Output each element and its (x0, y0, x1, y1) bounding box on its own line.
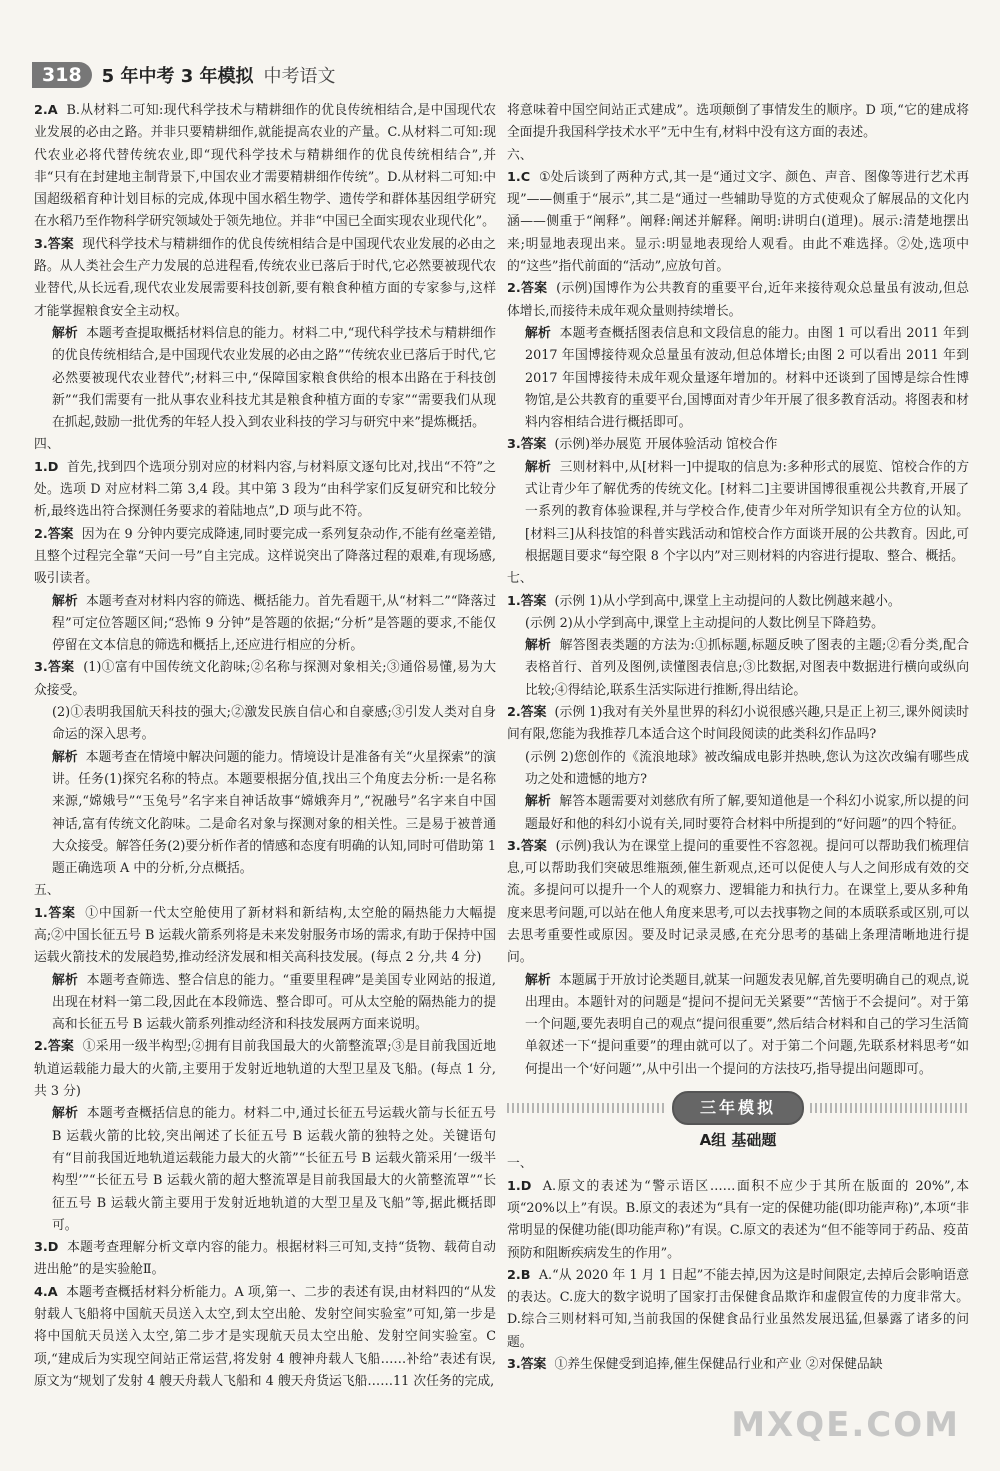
answer-label: 2.答案 (507, 705, 547, 721)
three-year-banner (507, 1091, 969, 1125)
answer-paragraph (34, 323, 496, 434)
answer-label: 3.答案 (507, 838, 547, 854)
answer-paragraph (34, 457, 496, 524)
left-column (34, 100, 496, 1393)
answer-text: 七、 (507, 571, 533, 587)
answer-paragraph (507, 278, 969, 323)
answer-text: 六、 (507, 147, 533, 163)
answer-text: 本题考查筛选、整合信息的能力。“重要里程碑”是美国专业网站的报道,出现在材料一第二段,因此在本段筛选、整合即可。可从太空舱的隔热能力的提高和长征五号 B 运载火箭系列推动经济和科技发展两方面来说明。 (52, 972, 497, 1033)
answer-text: 现代科学技术与精耕细作的优良传统相结合是中国现代农业发展的必由之路。从人类社会生产力发展的总进程看,传统农业已落后于时代,它必然要被现代农业替代,从长远看,现代农业发展需要科技创新,要有粮食种植方面的专家参与,这样才能掌握粮食安全主动权。 (34, 236, 497, 319)
answer-text: ①处后谈到了两种方式,其一是“通过文字、颜色、声音、图像等进行艺术再现”——侧重于“展示”,其二是“通过一些辅助导览的方式使观众了解展品的文化内涵——侧重于“阐释”。阐释:阐述并解释。阐明:讲明白(道理)。展示:清楚地摆出来;明显地表现出来。显示:明显地表现给人观看。由此不难选择。②处,选项中的“这些”指代前面的“活动”,应放句首。 (507, 169, 969, 275)
answer-paragraph (507, 323, 969, 434)
answer-text: 本题考查对材料内容的筛选、概括能力。首先看题干,从“材料二”“降落过程”可定位答题区间;“恐怖 9 分钟”是答题的依据;“分析”是答题的要求,不能仅停留在文本信息的筛选和概括上,还应进行相应的分析。 (52, 593, 497, 654)
right-column (507, 100, 969, 1376)
answer-label: 3.答案 (507, 1357, 547, 1373)
banner-label: 三年模拟 (672, 1091, 804, 1125)
answer-paragraph (34, 747, 496, 881)
answer-label: 3.答案 (507, 437, 547, 453)
answer-paragraph (507, 791, 969, 836)
answer-label: 2.答案 (34, 526, 74, 542)
answer-text: 五、 (34, 883, 60, 899)
answer-label: 2.A (34, 103, 58, 118)
answer-label: 1.C (507, 169, 531, 185)
answer-label: 3.答案 (34, 236, 74, 252)
answer-paragraph (34, 234, 496, 323)
watermark: MXQE.COM (731, 1405, 960, 1445)
answer-label: 3.D (34, 1240, 59, 1256)
answer-label: 解析 (525, 459, 552, 475)
answer-label: 解析 (525, 794, 551, 810)
section-heading (34, 880, 496, 902)
answer-label: 2.答案 (34, 1039, 75, 1055)
answer-paragraph (34, 657, 496, 702)
answer-paragraph (507, 1265, 969, 1354)
answer-text: 首先,找到四个选项分别对应的材料内容,与材料原文逐句比对,找出“不符”之处。选项 D 对应材料二第 3,4 段。其中第 3 段为“由科学家们反复研究和比较分析,最终选出符合探测任务要求的着陆地点”,D 项与此不符。 (34, 459, 496, 520)
answer-label: 3.答案 (34, 660, 75, 676)
answer-text: 解答本题需要对刘慈欣有所了解,要知道他是一个科幻小说家,所以提的问题最好和他的科幻小说有关,同时要符合材料中所提到的“好问题”的四个特征。 (525, 794, 970, 832)
group-title: A组 基础题 (699, 1131, 777, 1150)
answer-paragraph (34, 970, 496, 1037)
answer-paragraph (507, 836, 969, 970)
banner-rule-right (810, 1103, 969, 1113)
answer-paragraph (34, 524, 496, 591)
answer-text: A.原文的表述为“警示语区……面积不应少于其所在版面的 20%”,本项“20%以上”有误。B.原文的表述为“具有一定的保健功能(即功能声称)”,本项“非常明显的保健功能(即功能声称)”有误。C.原文的表述为“但不能等同于药品、疫苗预防和阻断疾病发生的作用”。 (507, 1178, 969, 1261)
answer-text: 本题考查提取概括材料信息的能力。材料二中,“现代科学技术与精耕细作的优良传统相结合,是中国现代农业发展的必由之路”“传统农业已落后于时代,它必然要被现代农业替代”;材料三中,“保障国家粮食供给的根本出路在于科技创新”“我们需要有一批从事农业科技尤其是粮食种植方面的专家”“需要我们从现在抓起,鼓励一批优秀的年轻人投入到农业科技的学习与研究中来”提炼概括。 (52, 325, 496, 431)
answer-label: 解析 (52, 1106, 79, 1122)
answer-text: (示例)我认为在课堂上提问的重要性不容忽视。提问可以帮助我们梳理信息,可以帮助我们突破思维瓶颈,催生新观点,还可以促使人与人之间形成有效的交流。多提问可以提升一个人的观察力、逻辑能力和执行力。在课堂上,要从多种角度来思考问题,可以站在他人角度来思考,可以去找事物之间的本质联系或区别,可以去思考重要性或原因。要及时记录灵感,在充分思考的基础上条理清晰地进行提问。 (507, 838, 969, 966)
answer-paragraph (507, 167, 969, 278)
answer-text: (示例)举办展览 开展体验活动 馆校合作 (554, 437, 778, 453)
answer-label: 解析 (52, 593, 78, 609)
answer-text: (示例)国博作为公共教育的重要平台,近年来接待观众总量虽有波动,但总体增长,而接待未成年观众量则持续增长。 (507, 281, 969, 319)
book-title: 5 年中考 3 年模拟 (101, 66, 254, 87)
answer-text: 本题考查概括材料分析能力。A 项,第一、二步的表述有误,由材料四的“从发射载人飞船将中国航天员送入太空,到太空出舱、发射空间实验室”可知,第一步是将中国航天员送入太空,第二步才是实现航天员太空出舱、发射空间实验室。C 项,“建成后为实现空间站正常运营,将发射 4 艘神舟载人飞船……补给”表述有误,原文为“规划了发射 4 艘天舟载人飞船和 4 艘天舟货运飞船……11 次任务的完成, (34, 1284, 496, 1389)
answer-label: 解析 (525, 325, 552, 341)
answer-label: 解析 (52, 749, 78, 765)
answer-text: (示例 2)从小学到高中,课堂上主动提问的人数比例呈下降趋势。 (525, 615, 884, 631)
answer-paragraph (507, 635, 969, 702)
answer-label: 解析 (52, 325, 78, 341)
answer-label: 1.答案 (507, 593, 547, 609)
answer-label: 2.B (507, 1267, 531, 1283)
answer-text: ①采用一级半构型;②拥有目前我国最大的火箭整流罩;③是目前我国近地轨道运载能力最大的火箭,主要用于发射近地轨道的大型卫星及飞船。(每点 1 分,共 3 分) (34, 1039, 497, 1100)
answer-label: 1.答案 (34, 905, 76, 921)
answer-paragraph (34, 100, 496, 234)
answer-paragraph (34, 702, 496, 747)
answer-label: 1.D (34, 459, 59, 475)
answer-paragraph (34, 1036, 496, 1103)
answer-paragraph (507, 613, 969, 635)
section-heading (507, 1153, 969, 1175)
answer-text: 一、 (507, 1156, 533, 1172)
answer-text: (2)①表明我国航天科技的强大;②激发民族自信心和自豪感;③引发人类对自身命运的深入思考。 (52, 705, 496, 743)
answer-paragraph (34, 903, 496, 970)
answer-paragraph (507, 702, 969, 747)
answer-text: ①养生保健受到追捧,催生保健品行业和产业 ②对保健品缺 (554, 1357, 883, 1373)
answer-text: 解答图表类题的方法为:①抓标题,标题反映了图表的主题;②看分类,配合表格首行、首列及图例,读懂图表信息;③比数据,对图表中数据进行横向或纵向比较;④得结论,联系生活实际进行推断,得出结论。 (525, 638, 970, 698)
answer-text: (示例 2)您创作的《流浪地球》被改编成电影并热映,您认为这次改编有哪些成功之处和遗憾的地方? (525, 749, 969, 787)
answer-text: 本题考查概括信息的能力。材料二中,通过长征五号运载火箭与长征五号 B 运载火箭的比较,突出阐述了长征五号 B 运载火箭的独特之处。关键语句有“目前我国近地轨道运载能力最大的火箭”“长征五号 B 运载火箭采用‘一级半构型’”“长征五号 B 运载火箭的超大整流罩是目前我国最大的火箭整流罩”“长征五号 B 运载火箭主要用于发射近地轨道的大型卫星及飞船”等,据此概括即可。 (52, 1106, 496, 1233)
page-header (32, 60, 336, 90)
answer-paragraph (507, 100, 969, 145)
answer-paragraph (34, 591, 496, 658)
page-number: 318 (32, 62, 92, 88)
answer-paragraph (507, 747, 969, 792)
answer-text: 四、 (34, 437, 60, 453)
answer-text: (1)①富有中国传统文化韵味;②名称与探测对象相关;③通俗易懂,易为大众接受。 (34, 660, 497, 698)
answer-text: (示例 1)我对有关外星世界的科幻小说很感兴趣,只是正上初三,课外阅读时间有限,您能为我推荐几本适合这个时间段阅读的此类科幻作品吗? (507, 705, 970, 743)
answer-text: 因为在 9 分钟内要完成降速,同时要完成一系列复杂动作,不能有丝毫差错,且整个过程完全靠“天问一号”自主完成。这样说突出了降落过程的艰难,有现场感,吸引读者。 (34, 526, 497, 587)
answer-paragraph (34, 1282, 496, 1393)
answer-paragraph (507, 457, 969, 568)
section-heading (507, 145, 969, 167)
answer-label: 解析 (525, 972, 551, 988)
answer-paragraph (34, 1103, 496, 1237)
answer-paragraph (34, 1237, 496, 1282)
answer-paragraph (507, 1176, 969, 1265)
section-heading (34, 434, 496, 456)
answer-text: 本题考查理解分析文章内容的能力。根据材料三可知,支持“货物、载荷自动进出舱”的是实验舱Ⅱ。 (34, 1240, 496, 1278)
answer-text: (示例 1)从小学到高中,课堂上主动提问的人数比例越来越小。 (554, 593, 901, 609)
answer-text: 将意味着中国空间站正式建成”。选项颠倒了事情发生的顺序。D 项,“它的建成将全面提升我国科学技术水平”无中生有,材料中没有这方面的表述。 (507, 103, 969, 141)
answer-label: 1.D (507, 1178, 532, 1194)
answer-paragraph (507, 434, 969, 456)
answer-text: ①中国新一代太空舱使用了新材料和新结构,太空舱的隔热能力大幅提高;②中国长征五号 B 运载火箭系列将是未来发射服务市场的需求,有助于保持中国运载火箭技术的发展趋势,推动经济发展和相关高科技发展。(每点 2 分,共 4 分) (34, 905, 496, 966)
answer-paragraph (507, 970, 969, 1081)
answer-text: 本题属于开放讨论类题目,就某一问题发表见解,首先要明确自己的观点,说出理由。本题针对的问题是“提问不提问无关紧要”“苦恼于不会提问”。对于第一个问题,要先表明自己的观点“提问很重要”,然后结合材料和自己的学习生活简单叙述一下“提问重要”的理由就可以了。对于第二个问题,先联系材料思考“如何提出一个‘好问题’”,从中引出一个提问的方法技巧,指导提出问题即可。 (525, 972, 969, 1077)
answer-text: 本题考查概括图表信息和文段信息的能力。由图 1 可以看出 2011 年到 2017 年国博接待观众总量虽有波动,但总体增长;由图 2 可以看出 2011 年到 2017 年国博接待未成年观众量逐年增加的。材料中还谈到了国博是综合性博物馆,是公共教育的重要平台,国博面对青少年开展了很多教育活动。将图表和材料内容相结合进行概括即可。 (525, 325, 970, 431)
answer-text: B.从材料二可知:现代科学技术与精耕细作的优良传统相结合,是中国现代农业发展的必由之路。并非只要精耕细作,就能提高农业的产量。C.从材料二可知:现代农业必将代替传统农业,即“现代科学技术与精耕细作的优良传统相结合”,并非“只有在封建地主制背景下,中国农业才需要精耕细作传统”。D.从材料二可知:中国超级稻育种计划目标的完成,体现中国水稻生物学、遗传学和群体基因组学研究在水稻乃至作物科学研究领域处于领先地位。并非“中国已全面实现农业现代化”。 (34, 103, 496, 230)
book-subject: 中考语文 (263, 66, 336, 87)
answer-text: 三则材料中,从[材料一]中提取的信息为:多种形式的展览、馆校合作的方式让青少年了解优秀的传统文化。[材料二]主要讲国博很重视公共教育,开展了一系列的教育体验课程,并与学校合作,使青少年对所学知识有全方位的认知。[材料三]从科技馆的科普实践活动和馆校合作方面谈开展的公共教育。因此,可根据题目要求“每空限 8 个字以内”对三则材料的内容进行提取、整合、概括。 (525, 459, 970, 564)
banner-rule-left (507, 1103, 666, 1113)
answer-text: A.“从 2020 年 1 月 1 日起”不能去掉,因为这是时间限定,去掉后会影响语意的表达。C.庞大的数字说明了国家打击保健食品欺诈和虚假宣传的力度非常大。D.综合三则材料可知,当前我国的保健食品行业虽然发展迅猛,但暴露了诸多的问题。 (507, 1267, 969, 1350)
answer-paragraph (507, 1354, 969, 1376)
section-heading (507, 568, 969, 590)
answer-label: 解析 (52, 972, 79, 988)
answer-paragraph (507, 591, 969, 613)
answer-label: 解析 (525, 638, 552, 654)
answer-label: 4.A (34, 1284, 58, 1300)
answer-label: 2.答案 (507, 281, 548, 297)
answer-text: 本题考查在情境中解决问题的能力。情境设计是准备有关“火星探索”的演讲。任务(1)探究名称的特点。本题要根据分值,找出三个角度去分析:一是名称来源,“嫦娥号”“玉兔号”名字来自神话故事“嫦娥奔月”,“祝融号”名字来自中国神话,富有传统文化韵味。二是命名对象与探测对象的相关性。三是易于被普通大众接受。解答任务(2)要分析作者的情感和态度有明确的认知,同时可借助第 1 题正确选项 A 中的分析,分点概括。 (52, 749, 497, 877)
